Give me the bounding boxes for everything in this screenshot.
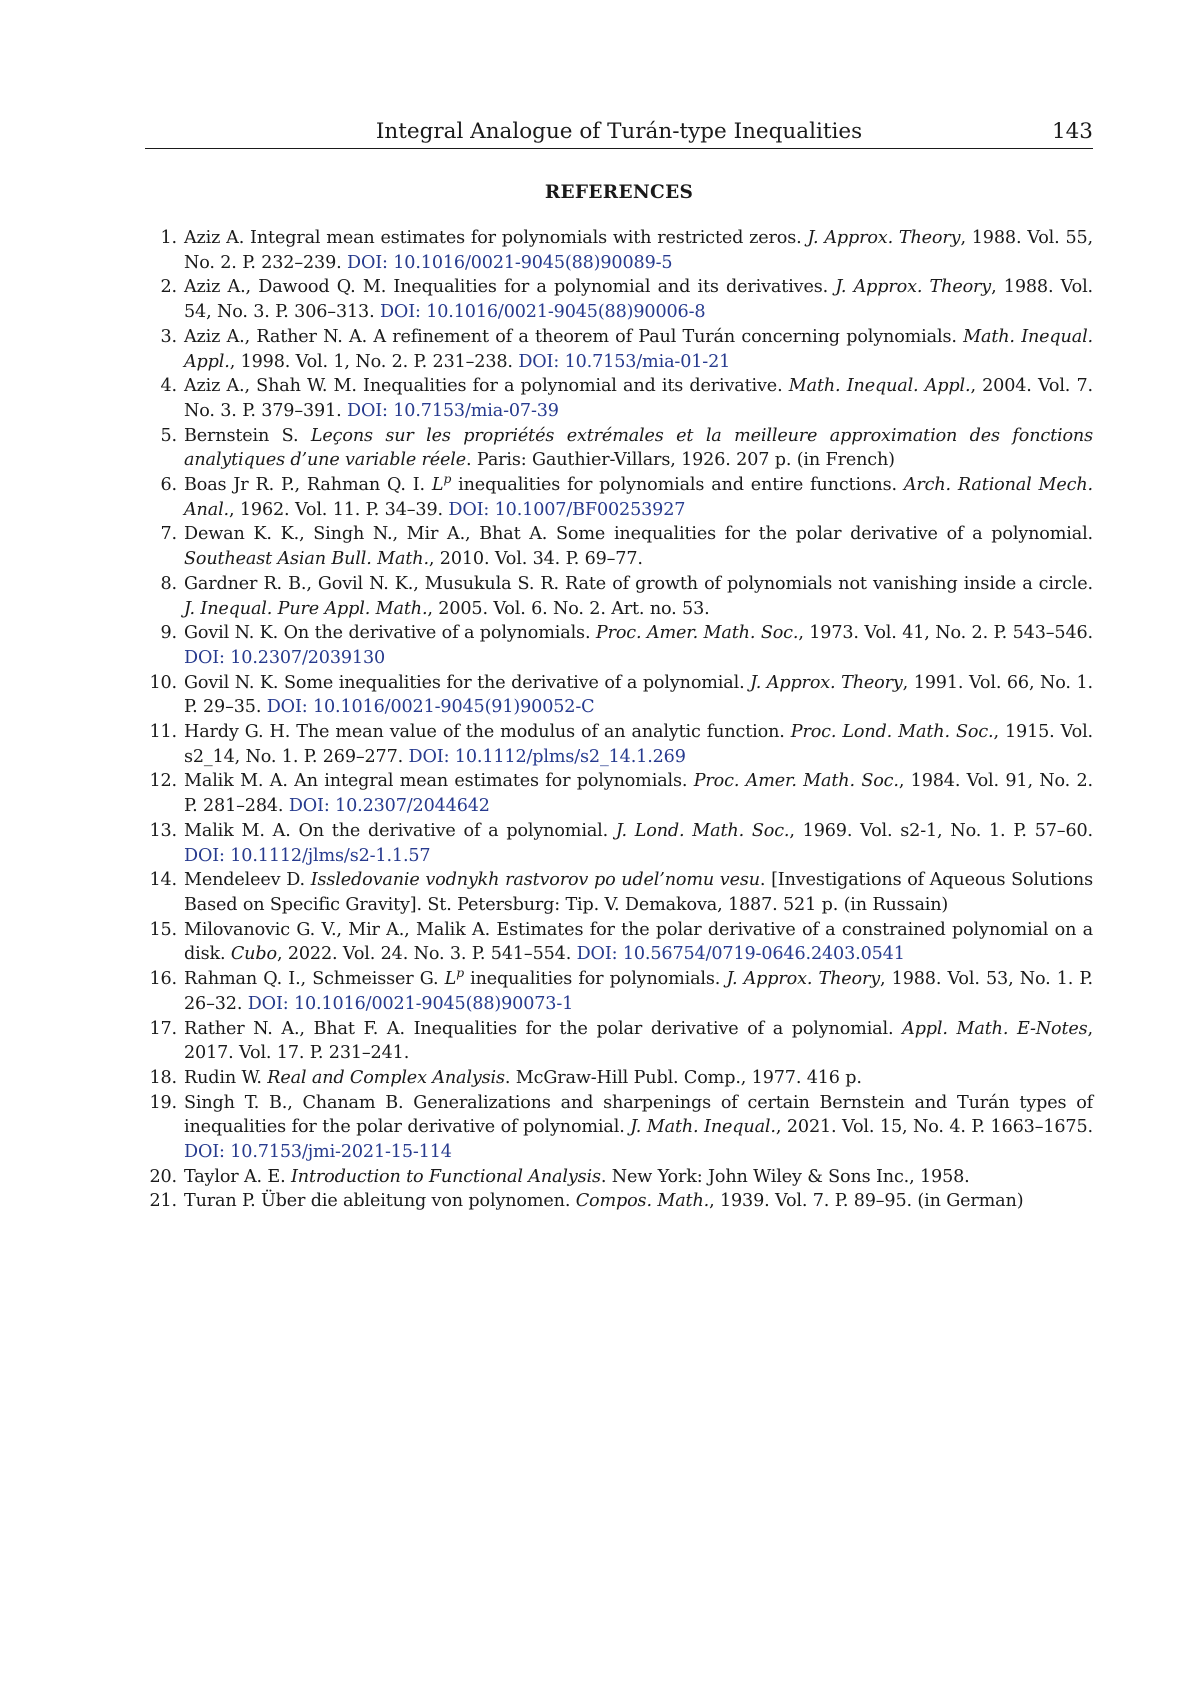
reference-text: Aziz A. Integral mean estimates for polynomials with restricted zeros. [184,228,808,248]
reference-text: , 1988. Vol. 53, No. 1. P. 26–32. [184,969,1093,1014]
reference-item [145,769,1093,818]
reference-number: 3. [160,326,177,347]
doi-link[interactable]: DOI: 10.1016/0021-9045(88)90073-1 [247,993,574,1014]
reference-text: Aziz A., Shah W. M. Inequalities for a polynomial and its derivative. [184,376,789,397]
reference-italic-text: Issledovanie vodnykh rastvorov po udel’nomu vesu [310,870,760,891]
reference-text: inequalities for polynomials and entire functions. [451,475,904,496]
reference-text: , 2005. Vol. 6. No. 2. Art. no. 53. [427,598,710,619]
reference-number: 10. [149,672,177,693]
doi-link[interactable]: DOI: 10.1016/0021-9045(88)90006-8 [379,302,706,323]
reference-italic-text: Real and Complex Analysis [267,1067,505,1088]
reference-text: , 1988. Vol. 55, No. 2. P. 232–239. [184,228,1093,273]
section-title: REFERENCES [544,182,694,203]
reference-text: . New York: John Wiley & Sons Inc., 1958. [600,1166,970,1187]
reference-italic-text: Math. Inequal. Appl. [788,376,971,397]
reference-italic-text: Math. Inequal. Appl. [184,326,1093,372]
reference-item [145,226,1093,275]
reference-italic-text: J. Approx. Theory [835,277,992,298]
reference-item [145,1066,1093,1091]
reference-item [145,819,1093,868]
reference-italic-text: J. Approx. Theory [726,969,881,990]
doi-link[interactable]: DOI: 10.2307/2044642 [288,796,490,817]
doi-link[interactable]: DOI: 10.7153/mia-07-39 [347,400,559,421]
reference-text: Gardner R. B., Govil N. K., Musukula S. R. Rate of growth of polynomials not vanishing inside a circle. [184,573,1093,594]
reference-number: 17. [149,1018,177,1039]
reference-item [145,1165,1093,1190]
reference-text: Rather N. A., Bhat F. A. Inequalities for the polar derivative of a polynomial. [184,1018,903,1039]
superscript: p [456,966,464,981]
reference-text: , 1991. Vol. 66, No. 1. P. 29–35. [184,672,1093,718]
reference-item [145,374,1093,423]
reference-italic-text: J. Approx. Theory [807,228,961,248]
doi-link[interactable]: DOI: 10.56754/0719-0646.2403.0541 [576,944,905,965]
reference-text: Aziz A., Dawood Q. M. Inequalities for a polynomial and its derivatives. [184,277,836,298]
reference-text: Malik M. A. On the derivative of a polynomial. [184,820,616,841]
reference-item [145,572,1093,621]
reference-item [145,1017,1093,1066]
reference-text: Boas Jr R. P., Rahman Q. I. [184,475,432,496]
reference-item [145,275,1093,324]
reference-text: Govil N. K. Some inequalities for the derivative of a polynomial. [184,672,751,693]
reference-item [145,1189,1093,1214]
superscript: p [443,472,452,487]
reference-list [145,226,1093,1214]
reference-italic-text: Arch. Rational Mech. Anal. [184,475,1094,520]
reference-text: Govil N. K. On the derivative of a polynomials. [184,623,596,644]
reference-text: , 1973. Vol. 41, No. 2. P. 543–546. [798,623,1093,644]
reference-text: Aziz A., Rather N. A. A refinement of a theorem of Paul Turán concerning polynomials. [184,326,964,347]
reference-text: Mendeleev D. [184,870,311,891]
reference-italic-text: Cubo [230,944,277,965]
reference-text: , 1962. Vol. 11. P. 34–39. [229,499,449,520]
reference-text: Rahman Q. I., Schmeisser G. [184,969,445,990]
reference-text: inequalities for polynomials. [463,969,727,990]
reference-italic-text: Proc. Amer. Math. Soc. [693,771,899,792]
reference-number: 8. [160,573,177,594]
reference-item [145,671,1093,720]
reference-italic-text: Proc. Amer. Math. Soc. [595,623,799,644]
reference-number: 5. [160,425,177,446]
reference-text: , 1915. Vol. s2_14, No. 1. P. 269–277. [184,722,1093,767]
reference-number: 15. [149,919,177,940]
doi-link[interactable]: DOI: 10.1112/jlms/s2-1.1.57 [184,845,431,866]
reference-text: , 1969. Vol. s2-1, No. 1. P. 57–60. [789,820,1093,841]
reference-italic-text: L [444,969,457,990]
reference-number: 21. [149,1191,177,1212]
reference-text: Taylor A. E. [184,1166,291,1187]
reference-number: 11. [149,722,177,743]
reference-text: Dewan K. K., Singh N., Mir A., Bhat A. Some inequalities for the polar derivative of a polynomial. [184,524,1093,545]
doi-link[interactable]: DOI: 10.7153/jmi-2021-15-114 [184,1142,452,1163]
reference-text: , 2017. Vol. 17. P. 231–241. [184,1018,1093,1064]
reference-number: 1. [160,228,177,248]
doi-link[interactable]: DOI: 10.7153/mia-01-21 [518,351,731,372]
reference-number: 14. [149,870,177,891]
reference-text: , 2010. Vol. 34. P. 69–77. [428,549,643,570]
reference-item [145,868,1093,917]
doi-link[interactable]: DOI: 10.2307/2039130 [184,647,386,668]
reference-text: . McGraw-Hill Publ. Comp., 1977. 416 p. [504,1067,862,1088]
reference-number: 6. [160,475,177,496]
reference-italic-text: J. Lond. Math. Soc. [615,820,790,841]
reference-item [145,424,1093,473]
reference-item [145,325,1093,374]
reference-number: 18. [149,1067,177,1088]
reference-number: 9. [160,623,177,644]
reference-number: 13. [149,820,177,841]
reference-number: 16. [149,969,177,990]
reference-italic-text: J. Inequal. Pure Appl. Math. [184,598,428,619]
reference-item [145,1091,1093,1165]
reference-number: 20. [149,1166,177,1187]
reference-italic-text: Proc. Lond. Math. Soc. [790,722,994,743]
reference-text: , 2021. Vol. 15, No. 4. P. 1663–1675. [775,1117,1093,1138]
reference-number: 19. [149,1092,177,1113]
reference-item [145,967,1093,1016]
reference-item [145,918,1093,967]
reference-text: Singh T. B., Chanam B. Generalizations and sharpenings of certain Bernstein and Turán types of inequalities for the polar derivative of polynomial. [184,1092,1093,1138]
doi-link[interactable]: DOI: 10.1007/BF00253927 [448,499,686,520]
doi-link[interactable]: DOI: 10.1016/0021-9045(88)90089-5 [347,252,673,273]
reference-text: Malik M. A. An integral mean estimates for polynomials. [184,771,694,792]
reference-italic-text: L [431,475,444,496]
reference-text: , 1998. Vol. 1, No. 2. P. 231–238. [229,351,519,372]
reference-item [145,522,1093,571]
doi-link[interactable]: DOI: 10.1112/plms/s2_14.1.269 [408,746,686,767]
reference-italic-text: Southeast Asian Bull. Math. [184,549,429,570]
reference-text: Hardy G. H. The mean value of the modulus of an analytic function. [184,722,791,743]
reference-text: Turan P. Über die ableitung von polynomen. [184,1191,576,1212]
reference-text: , 1939. Vol. 7. P. 89–95. (in German) [709,1191,1024,1212]
doi-link[interactable]: DOI: 10.1016/0021-9045(91)90052-C [266,697,595,718]
reference-item [145,720,1093,769]
reference-text: Milovanovic G. V., Mir A., Malik A. Estimates for the polar derivative of a constrained polynomial on a disk. [184,919,1093,965]
reference-item [145,621,1093,670]
reference-number: 7. [160,524,177,545]
reference-italic-text: Leçons sur les propriétés extrémales et la meilleure approximation des fonctions analytiques d’une variable réele [184,425,1093,471]
reference-text: . [Investigations of Aqueous Solutions Based on Specific Gravity]. St. Petersburg: Tip. V. Demakova, 1887. 521 p. (in Russain) [184,870,1093,915]
reference-number: 12. [149,771,177,792]
reference-text: Bernstein S. [184,425,311,446]
reference-text: , 1988. Vol. 54, No. 3. P. 306–313. [184,277,1093,323]
reference-italic-text: J. Math. Inequal. [630,1117,776,1138]
reference-italic-text: J. Approx. Theory [750,672,903,693]
reference-text: . Paris: Gauthier-Villars, 1926. 207 p. (in French) [466,450,895,471]
reference-text: Rudin W. [184,1067,268,1088]
reference-italic-text: Introduction to Functional Analysis [291,1166,601,1187]
running-title: Integral Analogue of Turán-type Inequalities [375,119,863,144]
page-number: 143 [1051,119,1093,144]
running-header [145,118,1093,149]
reference-italic-text: Appl. Math. E-Notes [902,1018,1088,1039]
reference-text: , 1984. Vol. 91, No. 2. P. 281–284. [184,771,1093,817]
reference-text: , 2004. Vol. 7. No. 3. P. 379–391. [184,376,1093,421]
reference-number: 4. [160,376,177,397]
reference-italic-text: Compos. Math. [575,1191,710,1212]
reference-item [145,473,1093,522]
reference-number: 2. [160,277,177,298]
reference-text: , 2022. Vol. 24. No. 3. P. 541–554. [276,944,577,965]
